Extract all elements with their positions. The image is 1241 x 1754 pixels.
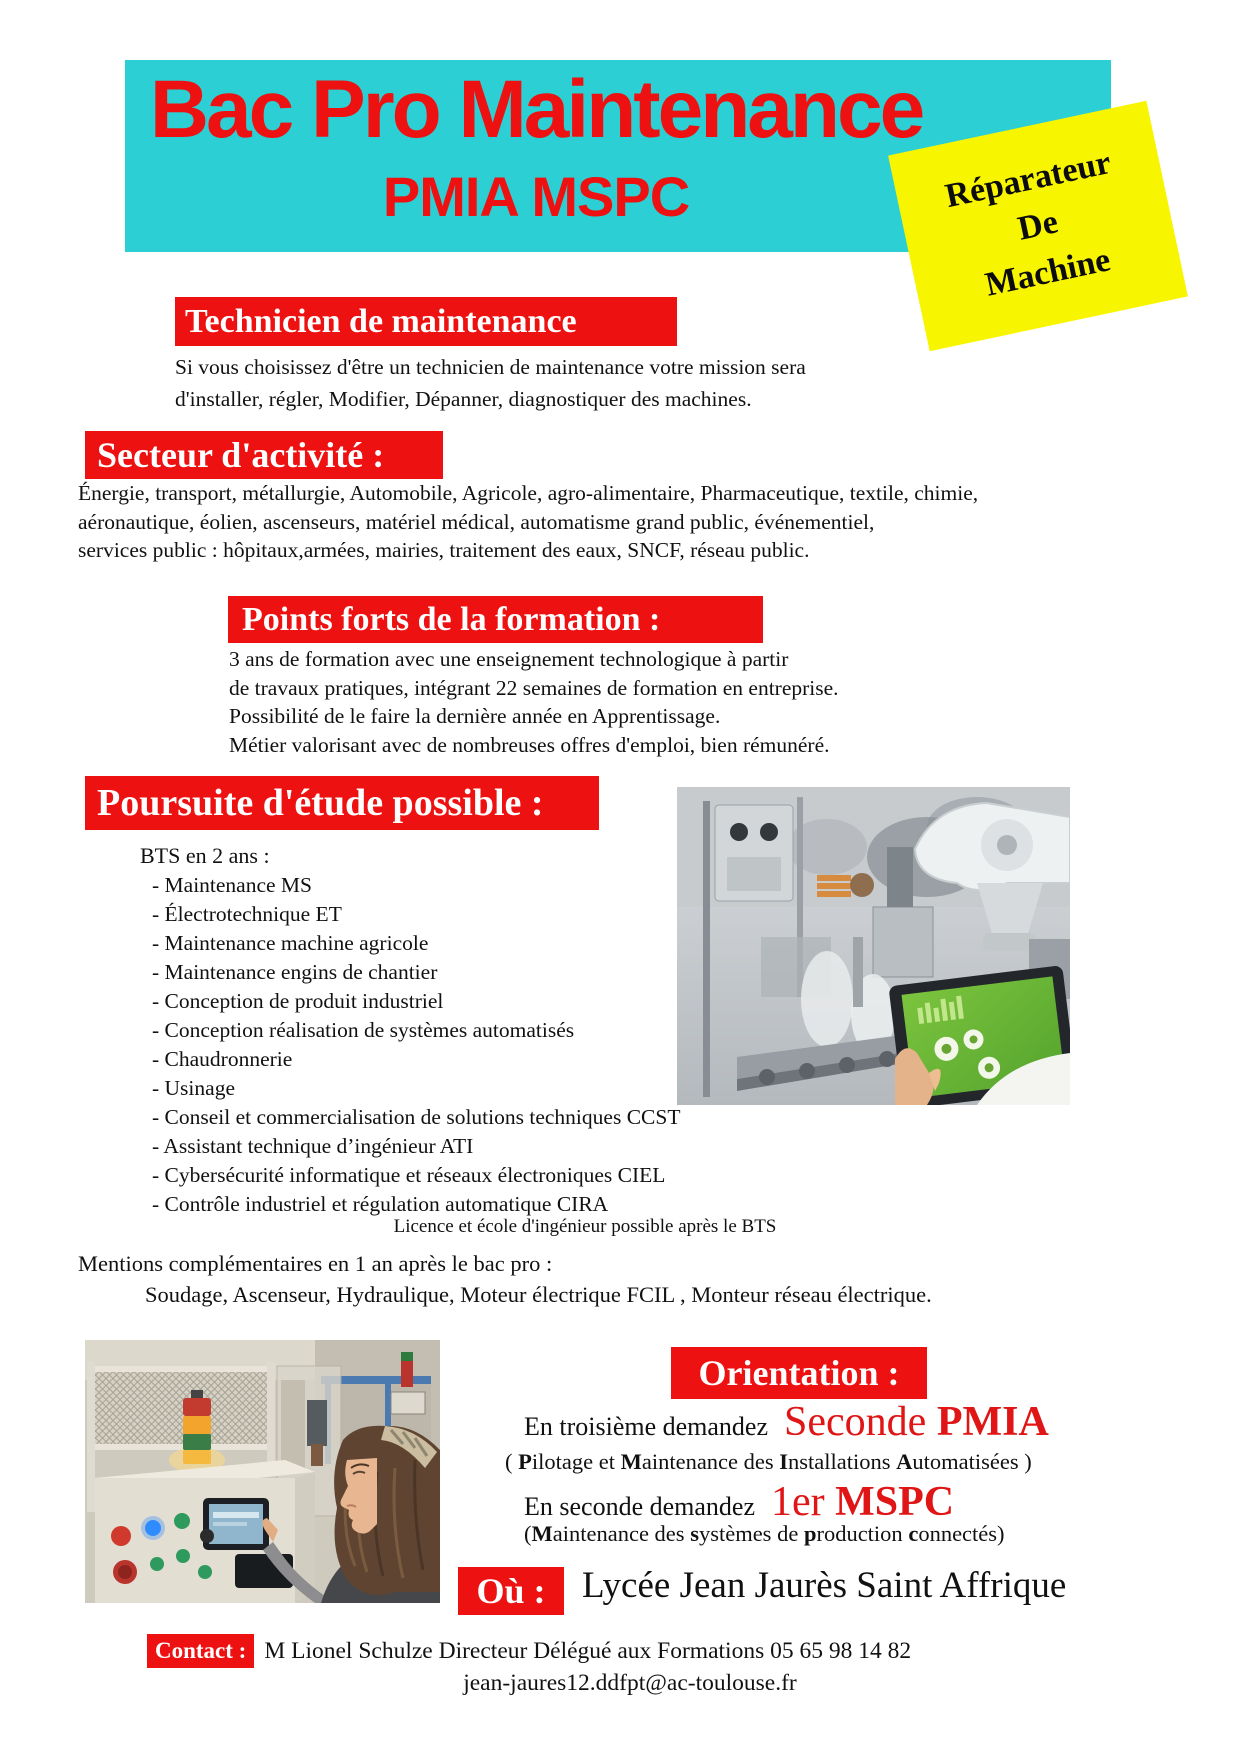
- page-title: Bac Pro Maintenance: [149, 64, 923, 155]
- secteur-paragraph: [78, 479, 978, 565]
- list-item: - Contrôle industriel et régulation automatique CIRA: [152, 1192, 609, 1216]
- paragraph-line: Métier valorisant avec de nombreuses offres d'emploi, bien rémunéré.: [229, 733, 830, 758]
- list-item: - Conception de produit industriel: [152, 989, 444, 1013]
- paragraph-line: 3 ans de formation avec une enseignement technologique à partir: [229, 647, 789, 671]
- paragraph-line: Si vous choisissez d'être un technicien de maintenance votre mission sera: [175, 355, 806, 379]
- heading-secteur: Secteur d'activité :: [85, 431, 443, 479]
- orientation-line1-value: Seconde PMIA: [784, 1399, 1049, 1445]
- sticker-line: Réparateur: [942, 143, 1115, 215]
- bts-note: Licence et école d'ingénieur possible après le BTS: [393, 1216, 777, 1237]
- student-control-panel-photo: [85, 1340, 440, 1603]
- orientation-line1-label: En troisième demandez: [524, 1412, 769, 1441]
- heading-technicien: Technicien de maintenance: [175, 297, 677, 346]
- paragraph-line: aéronautique, éolien, ascenseurs, matériel médical, automatisme grand public, événementiel,: [78, 509, 875, 534]
- list-item: - Conseil et commercialisation de solutions techniques CCST: [152, 1105, 681, 1129]
- contact-row: [147, 1634, 911, 1668]
- list-item: - Chaudronnerie: [152, 1047, 293, 1071]
- list-item: - Conception réalisation de systèmes automatisés: [152, 1018, 575, 1042]
- heading-points-forts: Points forts de la formation :: [228, 596, 763, 643]
- list-item: - Maintenance engins de chantier: [152, 960, 438, 984]
- mentions-detail: Soudage, Ascenseur, Hydraulique, Moteur électrique FCIL , Monteur réseau électrique.: [145, 1282, 932, 1307]
- technicien-paragraph: [175, 351, 806, 415]
- orientation-line2-label: En seconde demandez: [524, 1492, 756, 1521]
- heading-poursuite: Poursuite d'étude possible :: [85, 776, 599, 830]
- paragraph-line: services public : hôpitaux,armées, mairies, traitement des eaux, SNCF, réseau public.: [78, 538, 810, 562]
- orientation-line2-value: 1er MSPC: [771, 1479, 955, 1525]
- page-subtitle: PMIA MSPC: [382, 165, 690, 228]
- contact-value: M Lionel Schulze Directeur Délégué aux Formations 05 65 98 14 82: [264, 1638, 912, 1664]
- list-item: - Électrotechnique ET: [152, 902, 342, 926]
- location-label: Où :: [458, 1567, 564, 1615]
- list-item: - Usinage: [152, 1076, 235, 1100]
- paragraph-line: Énergie, transport, métallurgie, Automobile, Agricole, agro-alimentaire, Pharmaceutique, textile, chimie,: [78, 481, 979, 505]
- orientation-line-1: [524, 1398, 1049, 1446]
- paragraph-line: Possibilité de le faire la dernière année en Apprentissage.: [229, 704, 721, 729]
- list-item: - Assistant technique d’ingénieur ATI: [152, 1134, 474, 1158]
- heading-orientation: Orientation :: [671, 1347, 927, 1399]
- paragraph-line: d'installer, régler, Modifier, Dépanner, diagnostiquer des machines.: [175, 387, 752, 411]
- list-item: - Maintenance MS: [152, 873, 313, 897]
- points-forts-paragraph: [229, 645, 839, 760]
- location-value: Lycée Jean Jaurès Saint Affrique: [582, 1565, 1067, 1606]
- orientation-line-2: [524, 1478, 954, 1526]
- list-item: - Cybersécurité informatique et réseaux électroniques CIEL: [152, 1163, 666, 1187]
- sticker-line: Machine: [982, 241, 1114, 304]
- factory-robot-photo: [677, 787, 1070, 1105]
- contact-label: Contact :: [147, 1634, 254, 1668]
- mentions-title: Mentions complémentaires en 1 an après le bac pro :: [78, 1251, 553, 1276]
- list-item: - Maintenance machine agricole: [152, 931, 429, 955]
- paragraph-line: de travaux pratiques, intégrant 22 semaines de formation en entreprise.: [229, 675, 839, 700]
- contact-email: jean-jaures12.ddfpt@ac-toulouse.fr: [463, 1670, 797, 1696]
- orientation-line2-expansion: (Maintenance des systèmes de production connectés): [524, 1521, 1005, 1546]
- bts-intro: BTS en 2 ans :: [140, 843, 270, 868]
- orientation-line1-expansion: ( Pilotage et Maintenance des Installations Automatisées ): [505, 1449, 1032, 1474]
- sticker-line: De: [1014, 203, 1062, 248]
- bts-list: [152, 871, 680, 1219]
